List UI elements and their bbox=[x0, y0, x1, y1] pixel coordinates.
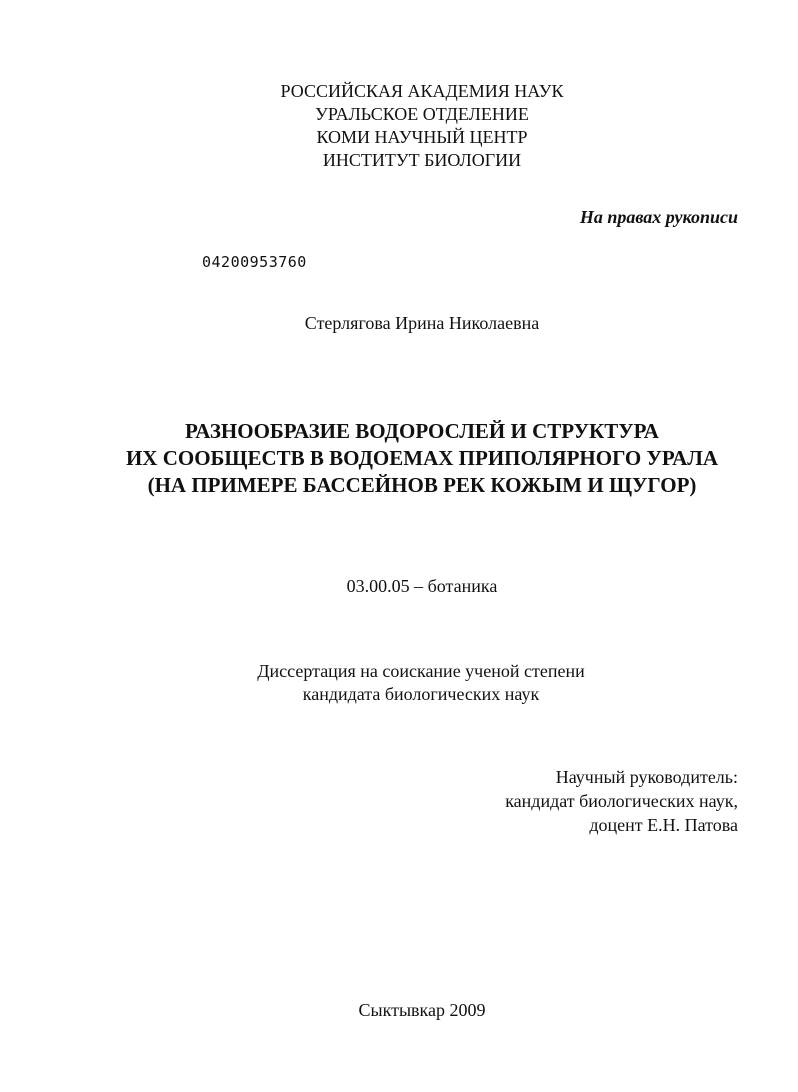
supervisor-line-2: кандидат биологических наук, bbox=[505, 791, 738, 811]
title-line-3: (НА ПРИМЕРЕ БАССЕЙНОВ РЕК КОЖЫМ И ЩУГОР) bbox=[147, 473, 697, 497]
stamp-number: 04200953760 bbox=[202, 253, 307, 271]
degree-line-1: Диссертация на соискание ученой степени bbox=[257, 661, 585, 681]
title-line-2: ИХ СООБЩЕСТВ В ВОДОЕМАХ ПРИПОЛЯРНОГО УРАЛА bbox=[125, 446, 719, 470]
organization-header bbox=[222, 80, 622, 172]
degree-line-2: кандидата биологических наук bbox=[302, 684, 540, 704]
dissertation-title bbox=[60, 418, 784, 499]
supervisor-line-3: доцент Е.Н. Патова bbox=[589, 815, 738, 835]
header-line-academy: РОССИЙСКАЯ АКАДЕМИЯ НАУК bbox=[280, 81, 564, 101]
degree-statement bbox=[180, 660, 662, 706]
header-line-institute: ИНСТИТУТ БИОЛОГИИ bbox=[322, 150, 522, 170]
header-line-center: КОМИ НАУЧНЫЙ ЦЕНТР bbox=[316, 127, 528, 147]
specialty-code: 03.00.05 – ботаника bbox=[346, 576, 498, 596]
author-name: Стерлягова Ирина Николаевна bbox=[304, 313, 540, 333]
city-year: Сыктывкар 2009 bbox=[358, 1000, 486, 1020]
manuscript-rights-note: На правах рукописи bbox=[579, 207, 738, 227]
supervisor-block bbox=[505, 765, 738, 837]
supervisor-line-1: Научный руководитель: bbox=[555, 767, 738, 787]
header-line-branch: УРАЛЬСКОЕ ОТДЕЛЕНИЕ bbox=[315, 104, 529, 124]
title-line-1: РАЗНООБРАЗИЕ ВОДОРОСЛЕЙ И СТРУКТУРА bbox=[185, 419, 659, 443]
